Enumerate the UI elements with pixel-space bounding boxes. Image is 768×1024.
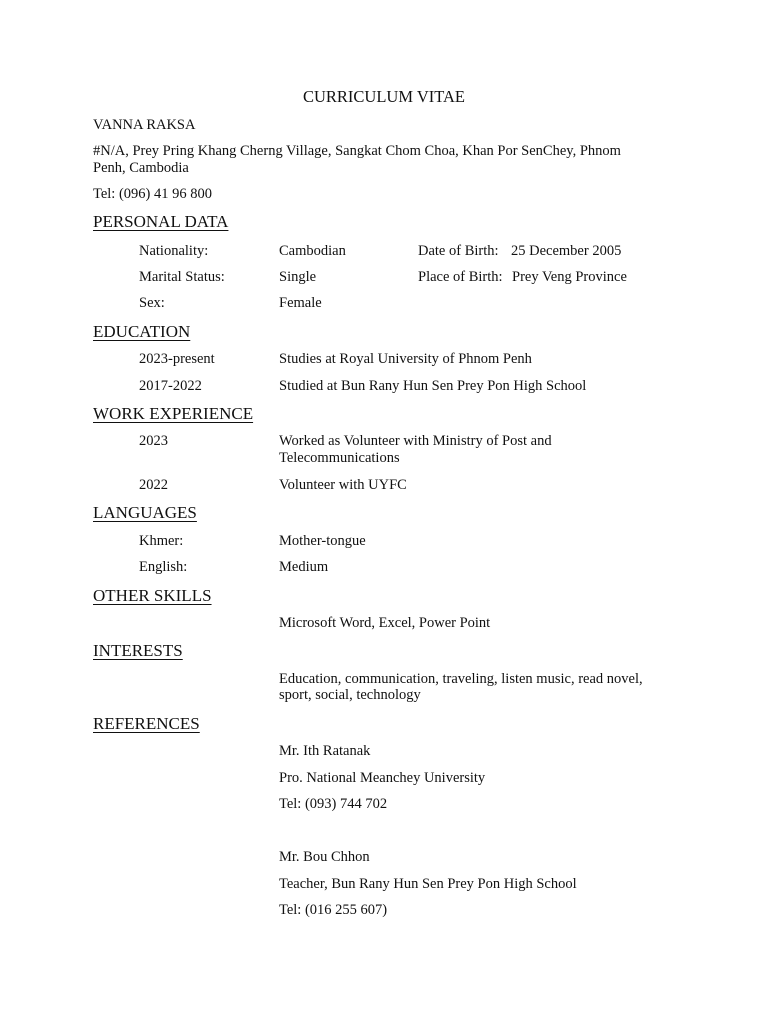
languages-heading: LANGUAGES [93, 503, 197, 522]
reference-role: Pro. National Meanchey University [279, 770, 486, 786]
interests-heading: INTERESTS [93, 641, 183, 660]
dob-value: 25 December 2005 [511, 243, 622, 259]
work-entry-line-1: Volunteer with UYFC [279, 477, 407, 493]
education-heading: EDUCATION [93, 322, 191, 341]
language-name: Khmer: [139, 533, 184, 549]
work-period: 2023 [139, 433, 168, 449]
work-entry-line-2: Telecommunications [279, 450, 400, 466]
applicant-tel: Tel: (096) 41 96 800 [93, 186, 212, 202]
interests-line-2: sport, social, technology [279, 687, 421, 703]
sex-value: Female [279, 295, 322, 311]
language-level: Mother-tongue [279, 533, 366, 549]
reference-name: Mr. Bou Chhon [279, 849, 370, 865]
work-entry-line-1: Worked as Volunteer with Ministry of Post and [279, 433, 552, 449]
pob-label: Place of Birth: [418, 269, 503, 285]
education-period: 2023-present [139, 351, 215, 367]
dob-label: Date of Birth: [418, 243, 499, 259]
language-level: Medium [279, 559, 329, 575]
references-heading: REFERENCES [93, 714, 200, 733]
cv-title: CURRICULUM VITAE [302, 87, 465, 106]
nationality-value: Cambodian [279, 243, 346, 259]
education-entry: Studies at Royal University of Phnom Penh [279, 351, 532, 367]
work-period: 2022 [139, 477, 168, 493]
applicant-name: VANNA RAKSA [93, 117, 196, 133]
interests-line-1: Education, communication, traveling, listen music, read novel, [279, 671, 643, 687]
education-period: 2017-2022 [139, 378, 202, 394]
pob-value: Prey Veng Province [512, 269, 627, 285]
marital-status-label: Marital Status: [139, 269, 225, 285]
address-line-2: Penh, Cambodia [93, 160, 189, 176]
personal-data-heading: PERSONAL DATA [93, 212, 229, 231]
reference-role: Teacher, Bun Rany Hun Sen Prey Pon High School [279, 876, 577, 892]
reference-tel: Tel: (016 255 607) [279, 902, 388, 918]
education-entry: Studied at Bun Rany Hun Sen Prey Pon High School [279, 378, 587, 394]
address-line-1: #N/A, Prey Pring Khang Cherng Village, Sangkat Chom Choa, Khan Por SenChey, Phnom [93, 143, 621, 159]
work-experience-heading: WORK EXPERIENCE [93, 404, 254, 423]
sex-label: Sex: [139, 295, 165, 311]
nationality-label: Nationality: [139, 243, 209, 259]
marital-status-value: Single [279, 269, 317, 285]
skills-text: Microsoft Word, Excel, Power Point [279, 615, 491, 631]
reference-tel: Tel: (093) 744 702 [279, 796, 388, 812]
language-name: English: [139, 559, 188, 575]
other-skills-heading: OTHER SKILLS [93, 586, 212, 605]
reference-name: Mr. Ith Ratanak [279, 743, 371, 759]
